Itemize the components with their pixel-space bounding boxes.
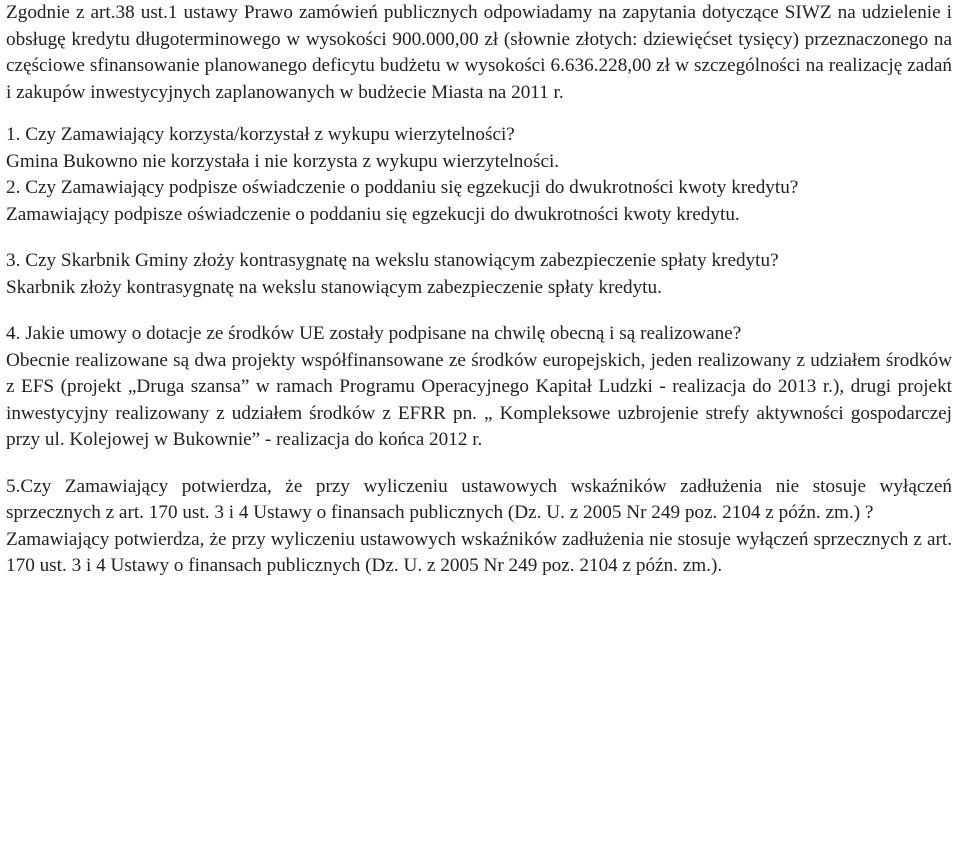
answer-2: Zamawiający podpisze oświadczenie o poddaniu się egzekucji do dwukrotności kwoty kredytu. [6,203,740,225]
intro-paragraph: Zgodnie z art.38 ust.1 ustawy Prawo zamówień publicznych odpowiadamy na zapytania dotyczące SIWZ na udzielenie i obsługę kredytu długoterminowego w wysokości 900.000,00 zł (słownie złotych: dziewięćset tysięcy) przeznaczonego na częściowe sfinansowanie planowanego deficytu budżetu w wysokości 6.636.228,00 zł w szczególności na realizację zadań i zakupów inwestycyjnych zaplanowanych w budżecie Miasta na 2011 r. [6,2,952,103]
question-block-4 [6,321,952,454]
question-block-3 [6,248,952,301]
answer-5: Zamawiający potwierdza, że przy wyliczeniu ustawowych wskaźników zadłużenia nie stosuje wyłączeń sprzecznych z art. 170 ust. 3 i 4 Ustawy o finansach publicznych (Dz. U. z 2005 Nr 249 poz. 2104 z późn. zm.). [6,528,952,576]
question-2: 2. Czy Zamawiający podpisze oświadczenie o poddaniu się egzekucji do dwukrotności kwoty kredytu? [6,177,799,198]
question-block-5 [6,474,952,580]
question-5: 5.Czy Zamawiający potwierdza, że przy wyliczeniu ustawowych wskaźników zadłużenia nie stosuje wyłączeń sprzecznych z art. 170 ust. 3 i 4 Ustawy o finansach publicznych (Dz. U. z 2005 Nr 249 poz. 2104 z późn. zm.) ? [6,475,952,523]
question-block-1 [6,122,952,175]
answer-1: Gmina Bukowno nie korzystała i nie korzysta z wykupu wierzytelności. [6,150,560,172]
question-4: 4. Jakie umowy o dotacje ze środków UE zostały podpisane na chwilę obecną i są realizowane? [6,323,742,344]
answer-3: Skarbnik złoży kontrasygnatę na wekslu stanowiącym zabezpieczenie spłaty kredytu. [6,276,662,298]
question-1: 1. Czy Zamawiający korzysta/korzystał z wykupu wierzytelności? [6,124,515,145]
question-3: 3. Czy Skarbnik Gminy złoży kontrasygnatę na wekslu stanowiącym zabezpieczenie spłaty kredytu? [6,250,779,271]
question-block-2 [6,175,952,228]
answer-4: Obecnie realizowane są dwa projekty współfinansowane ze środków europejskich, jeden realizowany z udziałem środków z EFS (projekt „Druga szansa” w ramach Programu Operacyjnego Kapitał Ludzki - realizacja do 2013 r.), drugi projekt inwestycyjny realizowany z udziałem środków z EFRR pn. „ Kompleksowe uzbrojenie strefy aktywności gospodarczej przy ul. Kolejowej w Bukownie” - realizacja do końca 2012 r. [6,349,952,450]
